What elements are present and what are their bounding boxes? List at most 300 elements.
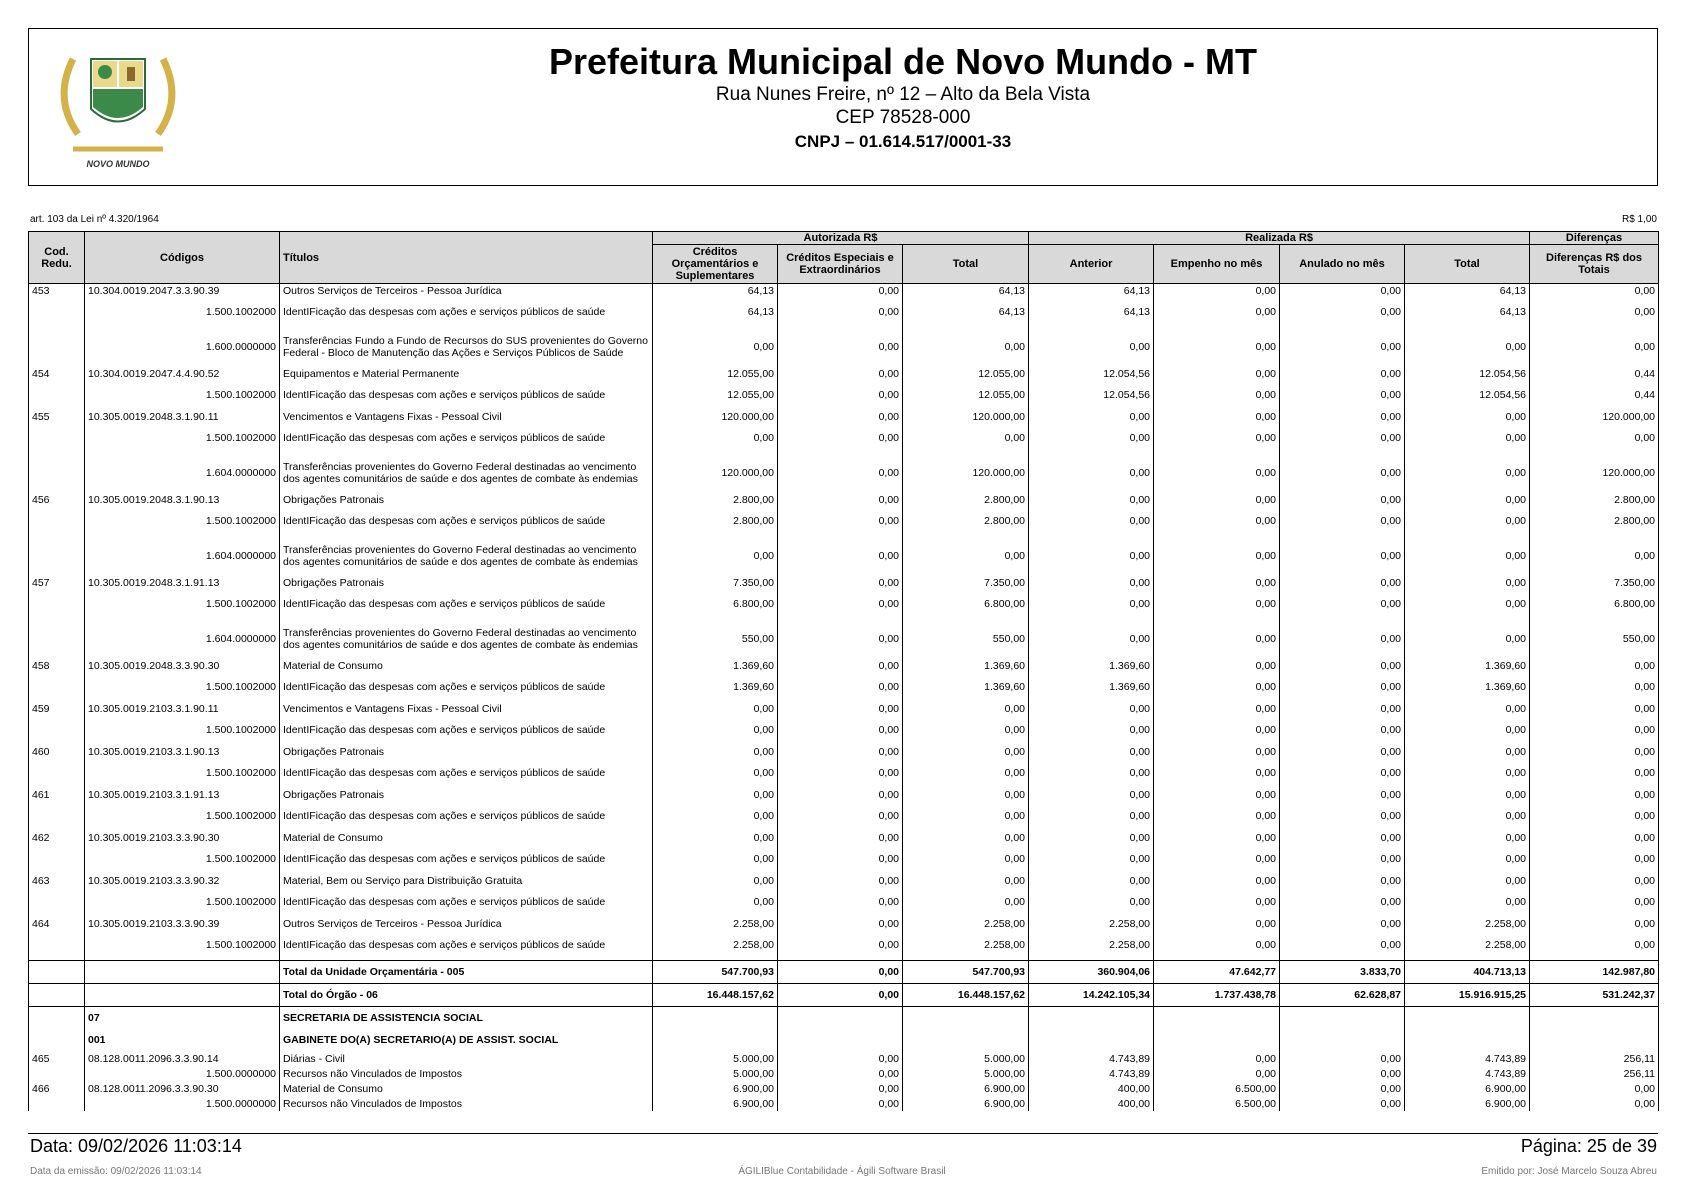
cell-value: 0,00 [778,961,903,984]
cell-value: 6.900,00 [903,1081,1029,1096]
cell-codigo: 1.500.1002000 [85,759,280,788]
cell-value: 550,00 [903,619,1029,659]
cell-cod: 465 [29,1051,85,1066]
footer-date: Data: 09/02/2026 11:03:14 [30,1136,242,1156]
table-row [29,298,1659,327]
cell-codigo: 08.128.0011.2096.3.3.90.30 [85,1081,280,1096]
cell-value: 2.800,00 [653,507,778,536]
cell-value: 0,00 [903,802,1029,831]
cell-titulo: Vencimentos e Vantagens Fixas - Pessoal Civil [280,702,653,716]
cell-titulo: GABINETE DO(A) SECRETARIO(A) DE ASSIST. SOCIAL [280,1029,653,1051]
cell-value: 0,00 [778,619,903,659]
cell-codigo: 10.305.0019.2103.3.1.90.11 [85,702,280,716]
cell-value: 0,00 [903,702,1029,716]
cell-value: 0,00 [1280,931,1405,961]
cell-value: 0,00 [1530,802,1659,831]
cell-value: 1.369,60 [903,673,1029,702]
cell-titulo: Material de Consumo [280,659,653,673]
cell-value: 5.000,00 [653,1066,778,1081]
cell-titulo: Material de Consumo [280,1081,653,1096]
cell-value: 0,00 [1154,874,1280,888]
cell-codigo: 001 [85,1029,280,1051]
cell-value: 0,00 [1530,888,1659,917]
cell-value: 2.258,00 [1029,917,1154,931]
cell-value: 0,00 [903,888,1029,917]
cell-value: 4.743,89 [1405,1066,1530,1081]
cell-value: 0,00 [1029,759,1154,788]
table-row [29,410,1659,424]
cell-value: 7.350,00 [903,576,1029,590]
cell-cod [29,424,85,453]
cell-titulo: IdentIFicação das despesas com ações e serviços públicos de saúde [280,888,653,917]
report-header [28,28,1658,186]
table-row [29,381,1659,410]
cell-value: 0,00 [1405,745,1530,759]
cell-value: 0,00 [778,1051,903,1066]
cell-value: 2.800,00 [653,493,778,507]
cell-value: 0,00 [1280,576,1405,590]
cell-value: 0,00 [778,759,903,788]
currency-unit: R$ 1,00 [1621,214,1657,225]
cell-value: 0,00 [1154,673,1280,702]
cell-value: 7.350,00 [653,576,778,590]
cell-value: 2.800,00 [903,493,1029,507]
cell-titulo: IdentIFicação das despesas com ações e serviços públicos de saúde [280,381,653,410]
cell-value: 0,00 [1154,759,1280,788]
table-row [29,831,1659,845]
cell-value: 0,00 [903,536,1029,576]
cell-value: 0,00 [1405,576,1530,590]
emission-date: Data da emissão: 09/02/2026 11:03:14 [30,1166,202,1177]
cell-value: 6.800,00 [903,590,1029,619]
cell-cod: 464 [29,917,85,931]
cell-value: 0,00 [1280,917,1405,931]
cell-titulo: Transferências provenientes do Governo Federal destinadas ao vencimento dos agentes comunitários de saúde e dos agentes de combate às endemias [280,536,653,576]
cell-titulo: Transferências provenientes do Governo Federal destinadas ao vencimento dos agentes comunitários de saúde e dos agentes de combate às endemias [280,619,653,659]
cell-titulo: IdentIFicação das despesas com ações e serviços públicos de saúde [280,845,653,874]
cell-cod [29,961,85,984]
cell-value: 0,00 [1530,874,1659,888]
cell-value: 531.242,37 [1530,984,1659,1007]
cell-value: 0,00 [653,888,778,917]
cell-codigo: 1.500.0000000 [85,1096,280,1111]
cell-value: 0,00 [903,716,1029,745]
cell-value: 0,00 [1530,788,1659,802]
cell-cod [29,984,85,1007]
cell-value: 0,00 [1154,410,1280,424]
cell-titulo: Transferências provenientes do Governo Federal destinadas ao vencimento dos agentes comunitários de saúde e dos agentes de combate às endemias [280,453,653,493]
cell-codigo: 1.500.1002000 [85,716,280,745]
cell-value: 0,00 [1154,619,1280,659]
table-row [29,424,1659,453]
cell-value: 0,00 [1280,367,1405,381]
cell-value: 120.000,00 [653,453,778,493]
cell-value: 6.900,00 [1405,1096,1530,1111]
cell-value: 0,00 [1405,702,1530,716]
cell-value: 0,00 [1280,802,1405,831]
cell-value: 0,00 [1280,298,1405,327]
cell-value [1280,1007,1405,1030]
cell-value [1154,1029,1280,1051]
cell-value: 0,00 [653,702,778,716]
cell-value: 12.055,00 [653,367,778,381]
cell-titulo: IdentIFicação das despesas com ações e serviços públicos de saúde [280,673,653,702]
table-row [29,845,1659,874]
cell-value: 6.900,00 [903,1096,1029,1111]
table-row [29,1081,1659,1096]
cell-codigo: 10.305.0019.2103.3.1.91.13 [85,788,280,802]
cell-value: 0,00 [1405,874,1530,888]
cell-value: 0,00 [778,493,903,507]
col-anulado: Anulado no mês [1280,245,1405,284]
cell-codigo: 1.500.1002000 [85,673,280,702]
cell-value: 0,00 [653,327,778,367]
cell-titulo: Material de Consumo [280,831,653,845]
col-empenho: Empenho no mês [1154,245,1280,284]
cell-value: 14.242.105,34 [1029,984,1154,1007]
cell-cod [29,619,85,659]
cell-value: 400,00 [1029,1096,1154,1111]
budget-table [28,231,1659,1111]
cell-value: 0,00 [778,659,903,673]
cell-cod [29,931,85,961]
cell-value: 0,00 [778,327,903,367]
cell-value: 0,00 [1530,1081,1659,1096]
cell-titulo: Diárias - Civil [280,1051,653,1066]
cell-value: 0,00 [1154,788,1280,802]
cell-value: 16.448.157,62 [903,984,1029,1007]
cell-value: 0,00 [1029,802,1154,831]
cell-value: 0,00 [1029,410,1154,424]
cell-value: 0,00 [1405,327,1530,367]
cell-value: 0,00 [1280,788,1405,802]
cell-value: 550,00 [1530,619,1659,659]
cell-value: 0,00 [1154,327,1280,367]
cell-cod: 457 [29,576,85,590]
cell-titulo: Obrigações Patronais [280,576,653,590]
cell-cod [29,673,85,702]
cell-value: 1.369,60 [903,659,1029,673]
cell-value: 12.054,56 [1405,367,1530,381]
cell-value: 0,00 [1029,507,1154,536]
cell-value: 5.000,00 [653,1051,778,1066]
cell-value: 6.900,00 [1405,1081,1530,1096]
cell-value [1029,1007,1154,1030]
cell-value: 0,00 [903,424,1029,453]
cell-value [1029,1029,1154,1051]
cell-value: 0,00 [653,845,778,874]
table-row [29,1066,1659,1081]
cell-value: 1.369,60 [1029,673,1154,702]
cell-value: 0,00 [1280,759,1405,788]
cell-codigo: 1.500.1002000 [85,845,280,874]
cell-titulo: Total da Unidade Orçamentária - 005 [280,961,653,984]
cell-value: 64,13 [1029,284,1154,299]
cell-value: 0,00 [1280,673,1405,702]
table-row [29,673,1659,702]
cell-value: 0,00 [1280,831,1405,845]
cell-value: 4.743,89 [1029,1066,1154,1081]
table-row [29,327,1659,367]
cell-value: 0,00 [1280,874,1405,888]
cell-codigo: 10.305.0019.2048.3.1.91.13 [85,576,280,590]
cell-value: 0,00 [1280,845,1405,874]
cell-value: 0,00 [1154,381,1280,410]
table-row [29,1029,1659,1051]
cell-value: 0,00 [778,1066,903,1081]
cell-value: 5.000,00 [903,1066,1029,1081]
cell-value: 0,00 [1405,619,1530,659]
table-row [29,1007,1659,1030]
cell-titulo: Obrigações Patronais [280,788,653,802]
cell-value: 0,00 [1405,590,1530,619]
cell-value: 0,00 [653,745,778,759]
table-row [29,702,1659,716]
cell-value: 64,13 [1405,298,1530,327]
cell-value: 0,00 [1280,284,1405,299]
cell-titulo: Obrigações Patronais [280,745,653,759]
cell-value: 0,00 [1280,1066,1405,1081]
cell-titulo: Recursos não Vinculados de Impostos [280,1066,653,1081]
cell-value: 0,00 [1029,716,1154,745]
cell-value: 2.258,00 [1405,931,1530,961]
cell-value: 2.258,00 [903,917,1029,931]
cell-cod [29,759,85,788]
table-row [29,576,1659,590]
cell-value: 47.642,77 [1154,961,1280,984]
cell-value [778,1007,903,1030]
col-titulos: Títulos [280,232,653,284]
cell-value: 0,00 [1029,702,1154,716]
cell-value: 0,00 [1154,716,1280,745]
cell-value: 360.904,06 [1029,961,1154,984]
cell-value: 12.054,56 [1029,367,1154,381]
cell-value: 0,00 [778,507,903,536]
cell-value [1154,1007,1280,1030]
table-row [29,802,1659,831]
cell-value: 64,13 [653,298,778,327]
cell-value: 2.258,00 [1029,931,1154,961]
cell-codigo: 10.305.0019.2103.3.3.90.30 [85,831,280,845]
cell-value: 0,00 [778,984,903,1007]
col-creditos-orcamentarios: Créditos Orçamentários e Suplementares [653,245,778,284]
cell-codigo: 10.305.0019.2048.3.1.90.11 [85,410,280,424]
cell-value: 0,00 [778,673,903,702]
cell-value: 0,00 [653,424,778,453]
page-title: Prefeitura Municipal de Novo Mundo - MT [548,41,1257,82]
cell-value: 0,00 [1280,659,1405,673]
cell-value: 0,00 [778,874,903,888]
cell-value: 0,00 [1029,831,1154,845]
cell-titulo: Equipamentos e Material Permanente [280,367,653,381]
table-row [29,1051,1659,1066]
cell-value: 0,00 [903,759,1029,788]
cell-cod: 466 [29,1081,85,1096]
table-row [29,507,1659,536]
table-row [29,984,1659,1007]
cell-value: 0,00 [1029,745,1154,759]
cell-codigo: 1.604.0000000 [85,536,280,576]
cell-value: 0,00 [1029,424,1154,453]
cell-value: 0,00 [653,802,778,831]
cell-value: 0,00 [778,802,903,831]
cell-value: 6.500,00 [1154,1096,1280,1111]
cell-value: 1.737.438,78 [1154,984,1280,1007]
cell-value: 0,00 [1405,831,1530,845]
cell-cod [29,1096,85,1111]
table-row [29,874,1659,888]
cell-value: 0,00 [1154,536,1280,576]
cell-value: 0,00 [778,576,903,590]
cell-codigo: 1.500.1002000 [85,298,280,327]
cell-value: 0,00 [1029,590,1154,619]
cell-value: 0,00 [1405,493,1530,507]
col-total-autorizada: Total [903,245,1029,284]
table-row [29,1096,1659,1111]
cell-titulo: IdentIFicação das despesas com ações e serviços públicos de saúde [280,507,653,536]
table-row [29,745,1659,759]
cell-value: 16.448.157,62 [653,984,778,1007]
cell-value: 0,00 [1154,831,1280,845]
cell-value: 0,00 [1154,576,1280,590]
cell-value: 0,00 [1029,619,1154,659]
cell-cod [29,845,85,874]
cell-value: 1.369,60 [653,673,778,702]
cell-value: 0,00 [1530,931,1659,961]
cell-value: 0,00 [778,716,903,745]
cell-value: 0,00 [1029,576,1154,590]
table-row [29,493,1659,507]
cell-value: 0,00 [778,284,903,299]
cell-cod [29,888,85,917]
cell-codigo: 1.500.1002000 [85,931,280,961]
cell-value: 142.987,80 [1530,961,1659,984]
cell-value: 0,00 [1280,716,1405,745]
cell-value: 0,00 [1405,536,1530,576]
cell-value: 547.700,93 [903,961,1029,984]
cell-value: 0,00 [1530,673,1659,702]
col-cod: Cod. Redu. [29,232,85,284]
cell-value: 0,00 [1530,659,1659,673]
cell-codigo: 08.128.0011.2096.3.3.90.14 [85,1051,280,1066]
cell-value: 0,00 [1029,788,1154,802]
cell-cod [29,507,85,536]
cell-value: 0,00 [1029,845,1154,874]
cell-titulo: IdentIFicação das despesas com ações e serviços públicos de saúde [280,716,653,745]
cell-value: 2.258,00 [1405,917,1530,931]
cell-value: 4.743,89 [1405,1051,1530,1066]
cell-codigo [85,961,280,984]
cell-cod: 453 [29,284,85,299]
cell-value: 0,00 [1154,493,1280,507]
cell-value: 0,00 [1154,745,1280,759]
table-row [29,284,1659,299]
cell-value: 0,00 [1280,702,1405,716]
cell-value: 0,00 [1530,1096,1659,1111]
cell-value: 0,00 [1530,536,1659,576]
cell-cod: 454 [29,367,85,381]
cell-value: 0,00 [1530,759,1659,788]
table-row [29,917,1659,931]
cell-value: 0,00 [778,745,903,759]
cell-value: 0,00 [778,917,903,931]
cell-value: 0,00 [903,327,1029,367]
cell-value: 0,00 [1154,845,1280,874]
cell-value: 0,00 [1280,1096,1405,1111]
table-row [29,536,1659,576]
cell-value: 400,00 [1029,1081,1154,1096]
cell-value: 0,00 [778,1096,903,1111]
cell-value: 0,00 [653,788,778,802]
cell-codigo: 1.500.1002000 [85,802,280,831]
cell-value: 0,00 [1280,327,1405,367]
cell-value: 404.713,13 [1405,961,1530,984]
cell-cod: 462 [29,831,85,845]
cell-value: 0,00 [1029,453,1154,493]
cell-value: 0,00 [1154,284,1280,299]
cell-codigo: 10.305.0019.2048.3.1.90.13 [85,493,280,507]
address: Rua Nunes Freire, nº 12 – Alto da Bela Vista [715,84,1091,105]
cell-value: 6.800,00 [653,590,778,619]
cell-value: 0,00 [1154,298,1280,327]
cell-value: 0,00 [778,888,903,917]
cell-codigo: 1.500.1002000 [85,888,280,917]
cell-value: 120.000,00 [903,410,1029,424]
cell-value [1530,1007,1659,1030]
cell-value: 12.055,00 [653,381,778,410]
cell-codigo: 07 [85,1007,280,1030]
cell-value: 0,00 [1530,845,1659,874]
cell-titulo: Outros Serviços de Terceiros - Pessoa Jurídica [280,284,653,299]
cell-value: 0,00 [653,874,778,888]
cell-value: 0,00 [1530,745,1659,759]
cell-value: 0,00 [1154,802,1280,831]
cell-codigo: 1.500.1002000 [85,381,280,410]
cell-value: 0,00 [1280,424,1405,453]
table-row [29,888,1659,917]
cell-value: 0,00 [1405,507,1530,536]
cell-codigo: 1.500.1002000 [85,507,280,536]
cell-value: 6.500,00 [1154,1081,1280,1096]
cell-cod [29,327,85,367]
cell-value: 12.054,56 [1029,381,1154,410]
cell-value: 0,00 [778,536,903,576]
cell-cod: 463 [29,874,85,888]
cell-value: 0,00 [1280,745,1405,759]
cell-value: 0,00 [1280,410,1405,424]
cell-codigo: 10.305.0019.2103.3.3.90.39 [85,917,280,931]
cell-codigo: 10.305.0019.2103.3.3.90.32 [85,874,280,888]
cell-value: 550,00 [653,619,778,659]
cell-value: 0,00 [1154,453,1280,493]
cell-cod [29,1007,85,1030]
cell-value: 0,00 [1405,410,1530,424]
cell-value: 6.800,00 [1530,590,1659,619]
cell-value: 0,00 [778,453,903,493]
cell-value: 0,44 [1530,367,1659,381]
cell-cod [29,590,85,619]
cell-codigo [85,984,280,1007]
cell-value: 7.350,00 [1530,576,1659,590]
cell-value: 0,00 [1029,327,1154,367]
cell-value [903,1007,1029,1030]
cell-value: 0,00 [1530,702,1659,716]
cell-cod [29,716,85,745]
cell-value: 0,00 [1154,424,1280,453]
cell-value: 0,00 [1405,716,1530,745]
cell-value: 120.000,00 [1530,453,1659,493]
emitted-by: Emitido por: José Marcelo Souza Abreu [1481,1166,1657,1177]
